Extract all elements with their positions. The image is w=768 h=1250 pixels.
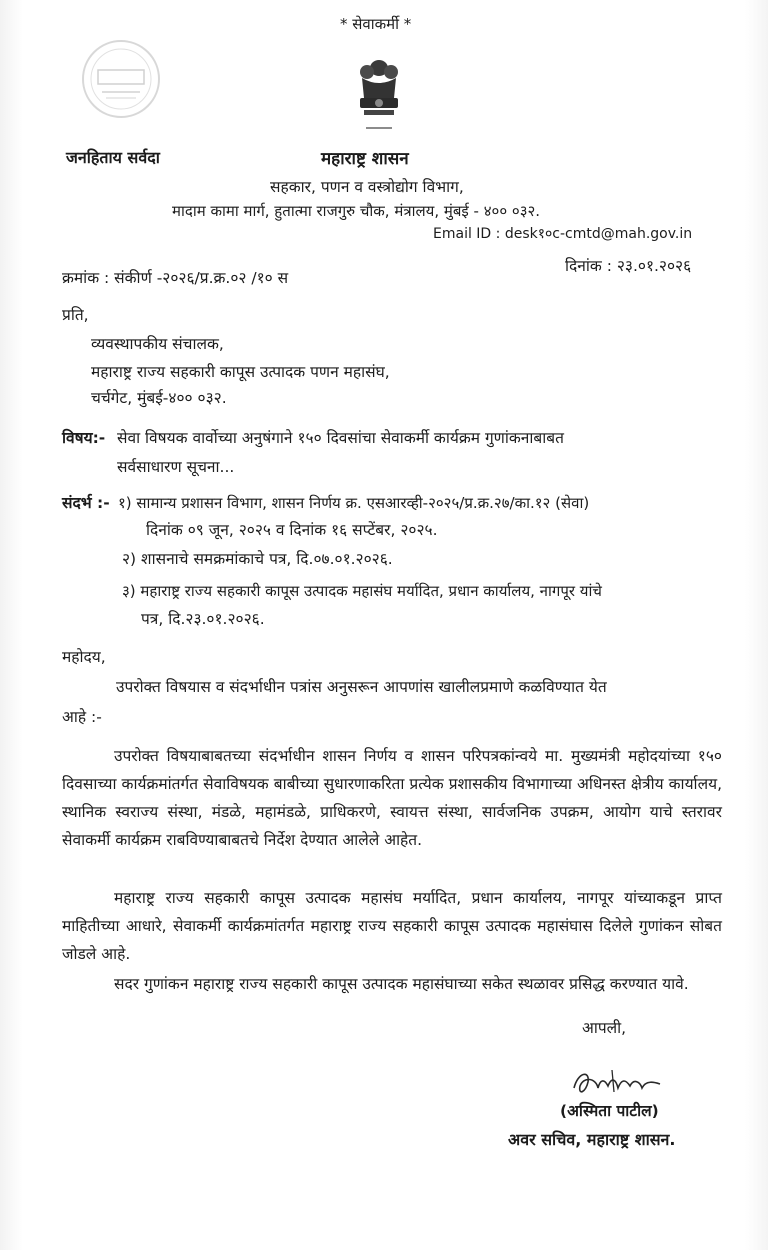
recipient-title: व्यवस्थापकीय संचालक, bbox=[91, 335, 224, 353]
faded-seal-icon bbox=[80, 38, 162, 120]
salutation: महोदय, bbox=[62, 648, 106, 666]
reference-1-line-2: दिनांक ०९ जून, २०२५ व दिनांक १६ सप्टेंबर, २०२५. bbox=[146, 521, 438, 539]
department-address: मादाम कामा मार्ग, हुतात्मा राजगुरु चौक, मंत्रालय, मुंबई - ४०० ०३२. bbox=[172, 202, 541, 220]
paragraph-3 bbox=[62, 884, 722, 968]
department-name: सहकार, पणन व वस्त्रोद्योग विभाग, bbox=[270, 178, 464, 196]
paragraph-4 bbox=[62, 970, 722, 998]
reference-3-line-1: ३) महाराष्ट्र राज्य सहकारी कापूस उत्पादक महासंघ मर्यादित, प्रधान कार्यालय, नागपूर यांचे bbox=[122, 582, 602, 600]
national-emblem-icon bbox=[352, 58, 406, 138]
reference-3-line-2: पत्र, दि.२३.०१.२०२६. bbox=[141, 610, 265, 628]
letter-date: दिनांक : २३.०१.२०२६ bbox=[565, 257, 692, 275]
signatory-designation: अवर सचिव, महाराष्ट्र शासन. bbox=[508, 1130, 676, 1149]
department-email: Email ID : desk१०c-cmtd@mah.gov.in bbox=[433, 226, 693, 242]
paragraph-1-line-1: उपरोक्त विषयास व संदर्भाधीन पत्रांस अनुसरून आपणांस खालीलप्रमाणे कळविण्यात येत bbox=[116, 678, 607, 696]
subject-line-1: सेवा विषयक वार्वोच्या अनुषंगाने १५० दिवसांचा सेवाकर्मी कार्यक्रम गुणांकनाबाबत bbox=[117, 429, 564, 447]
paragraph-4-text: सदर गुणांकन महाराष्ट्र राज्य सहकारी कापूस उत्पादक महासंघाच्या सकेत स्थळावर प्रसिद्ध करण्यात यावे. bbox=[114, 975, 689, 993]
paragraph-1-line-2: आहे :- bbox=[62, 708, 102, 726]
paragraph-3-text: महाराष्ट्र राज्य सहकारी कापूस उत्पादक महासंघ मर्यादित, प्रधान कार्यालय, नागपूर यांच्याकडून प्राप्त माहितीच्या आधारे, सेवाकर्मी कार्यक्रमांतर्गत महाराष्ट्र राज्य सहकारी कापूस उत्पादक महासंघास दिलेले गुणांकन सोबत जोडले आहे. bbox=[62, 889, 722, 963]
paragraph-2 bbox=[62, 742, 722, 854]
recipient-address: चर्चगेट, मुंबई-४०० ०३२. bbox=[91, 389, 227, 407]
recipient-prefix: प्रति, bbox=[62, 306, 89, 324]
motto: जनहिताय सर्वदा bbox=[66, 148, 160, 167]
reference-1-line-1: १) सामान्य प्रशासन विभाग, शासन निर्णय क्र. एसआरव्ही-२०२५/प्र.क्र.२७/का.१२ (सेवा) bbox=[118, 494, 590, 512]
valediction: आपली, bbox=[582, 1019, 627, 1037]
signatory-name: (अस्मिता पाटील) bbox=[560, 1102, 659, 1120]
letter-number: क्रमांक : संकीर्ण -२०२६/प्र.क्र.०२ /१० स bbox=[62, 269, 289, 287]
subject-label: विषय:- bbox=[62, 429, 106, 447]
reference-label: संदर्भ :- bbox=[62, 494, 110, 512]
government-name: महाराष्ट्र शासन bbox=[321, 149, 409, 169]
sevakarmi-label: * सेवाकर्मी * bbox=[340, 15, 412, 33]
recipient-organization: महाराष्ट्र राज्य सहकारी कापूस उत्पादक पणन महासंघ, bbox=[91, 363, 390, 381]
subject-line-2: सर्वसाधारण सूचना... bbox=[117, 458, 235, 476]
paragraph-2-text: उपरोक्त विषयाबाबतच्या संदर्भाधीन शासन निर्णय व शासन परिपत्रकांन्वये मा. मुख्यमंत्री महोदयांच्या १५० दिवसाच्या कार्यक्रमांतर्गत सेवाविषयक बाबीच्या सुधारणाकरिता प्रत्येक प्रशासकीय विभागाच्या अधिनस्त क्षेत्रीय कार्यालय, स्थानिक स्वराज्य संस्था, मंडळे, महामंडळे, प्राधिकरणे, स्वायत्त संस्था, सार्वजनिक उपक्रम, आयोग याचे स्तरावर सेवाकर्मी कार्यक्रम राबविण्याबाबतचे निर्देश देण्यात आलेले आहेत. bbox=[62, 747, 722, 849]
reference-2: २) शासनाचे समक्रमांकाचे पत्र, दि.०७.०१.२०२६. bbox=[122, 550, 393, 568]
